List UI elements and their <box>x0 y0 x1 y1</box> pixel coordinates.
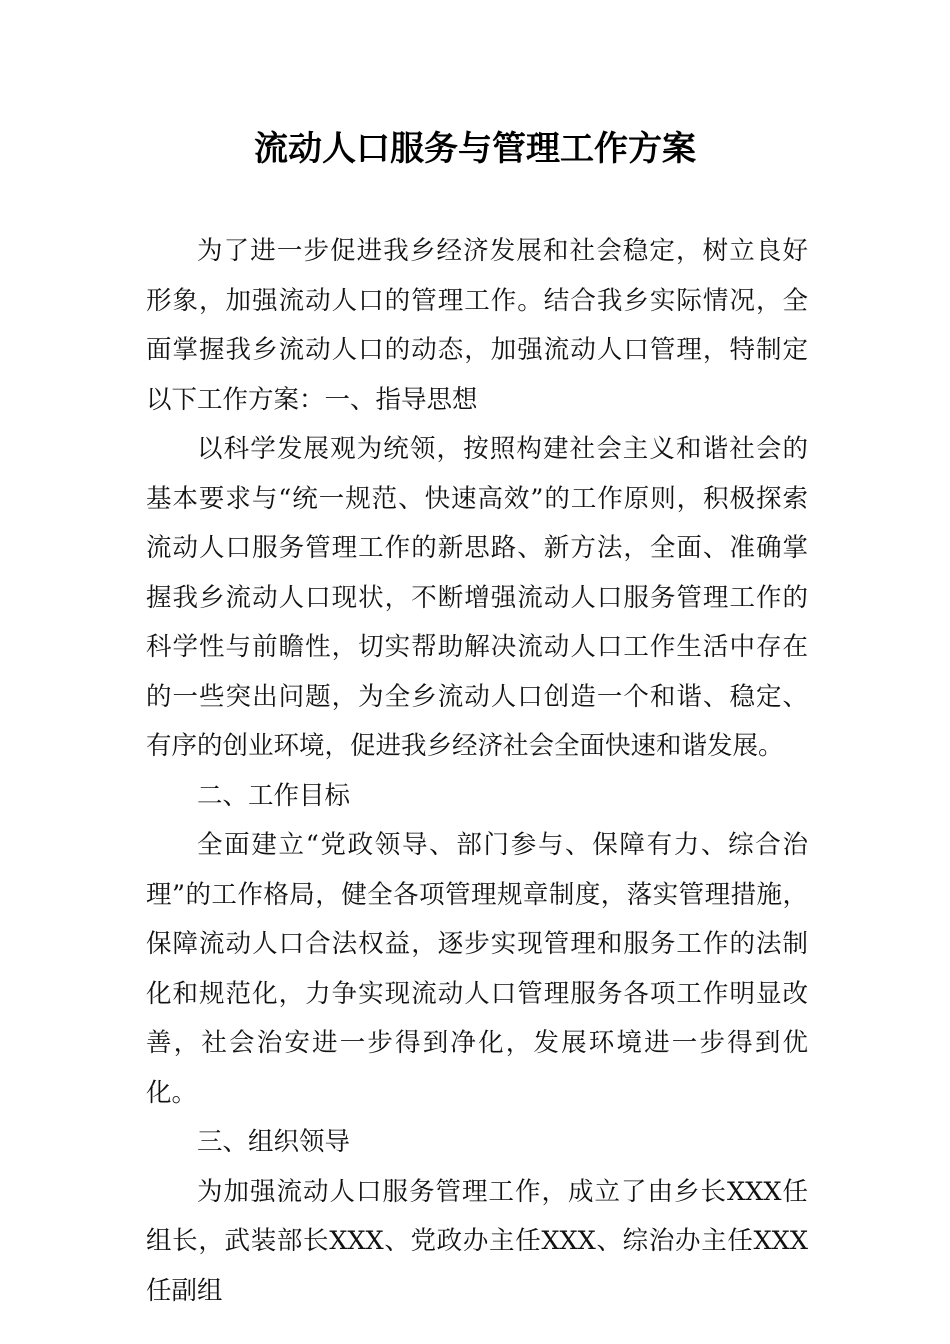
section-heading-work-goals: 二、工作目标 <box>197 780 351 811</box>
document-body <box>146 227 808 1316</box>
document-title: 流动人口服务与管理工作方案 <box>254 129 696 169</box>
paragraph-organization: 为加强流动人口服务管理工作，成立了由乡长XXX任组长，武装部长XXX、党政办主任XXX、综治办主任XXX任副组 <box>146 1176 808 1306</box>
section-heading-organization: 三、组织领导 <box>197 1127 351 1157</box>
paragraph-intro: 为了进一步促进我乡经济发展和社会稳定，树立良好形象，加强流动人口的管理工作。结合我乡实际情况，全面掌握我乡流动人口的动态，加强流动人口管理，特制定以下工作方案：一、指导思想 <box>146 236 808 415</box>
paragraph-guiding-thought: 以科学发展观为统领，按照构建社会主义和谐社会的基本要求与“统一规范、快速高效”的工作原则，积极探索流动人口服务管理工作的新思路、新方法，全面、准确掌握我乡流动人口现状，不断增强流动人口服务管理工作的科学性与前瞻性，切实帮助解决流动人口工作生活中存在的一些突出问题，为全乡流动人口创造一个和谐、稳定、有序的创业环境，促进我乡经济社会全面快速和谐发展。 <box>146 434 808 761</box>
paragraph-work-goals: 全面建立“党政领导、部门参与、保障有力、综合治理”的工作格局，健全各项管理规章制度，落实管理措施，保障流动人口合法权益，逐步实现管理和服务工作的法制化和规范化，力争实现流动人口管理服务各项工作明显改善，社会治安进一步得到净化，发展环境进一步得到优化。 <box>146 830 808 1108</box>
